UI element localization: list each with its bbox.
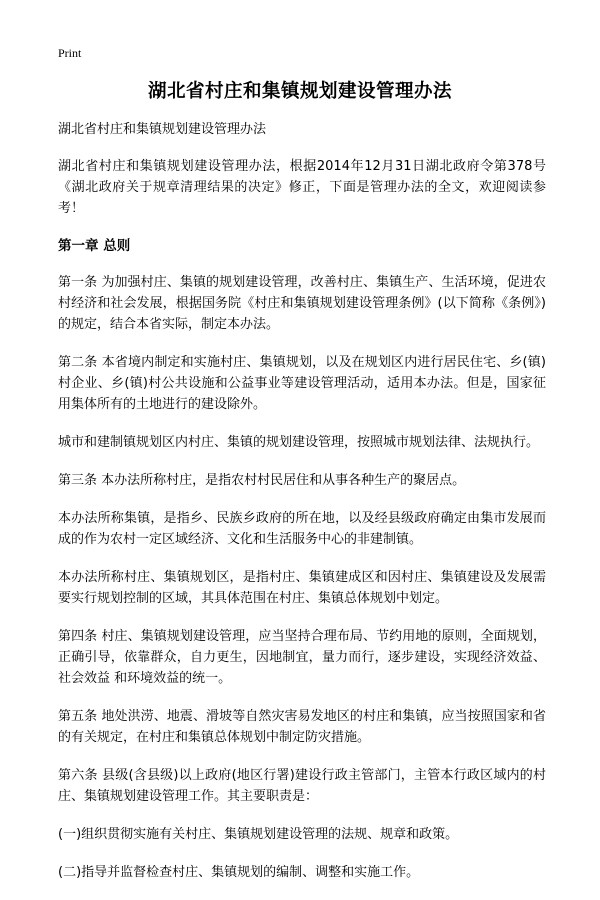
print-link[interactable]: Print [58, 46, 82, 60]
duty-item-2: (二)指导并监督检查村庄、集镇规划的编制、调整和实施工作。 [58, 865, 420, 880]
intro-paragraph: 湖北省村庄和集镇规划建设管理办法，根据2014年12月31日湖北政府令第378号《湖北政府关于规章清理结果的决定》修正，下面是管理办法的全文，欢迎阅读参考！ [58, 159, 546, 216]
document-subtitle: 湖北省村庄和集镇规划建设管理办法 [58, 122, 267, 137]
article-2-paragraph: 第二条 本省境内制定和实施村庄、集镇规划，以及在规划区内进行居民住宅、乡(镇)村企业、乡(镇)村公共设施和公益事业等建设管理活动，适用本办法。但是，国家征用集体所有的土地进行的建设除外。 [58, 355, 546, 412]
chapter-heading: 第一章 总则 [58, 238, 131, 254]
market-town-definition-paragraph: 本办法所称集镇，是指乡、民族乡政府的所在地，以及经县级政府确定由集市发展而成的作为农村一定区域经济、文化和生活服务中心的非建制镇。 [58, 511, 546, 547]
duty-item-1: (一)组织贯彻实施有关村庄、集镇规划建设管理的法规、规章和政策。 [58, 827, 459, 842]
article-1-paragraph: 第一条 为加强村庄、集镇的规划建设管理，改善村庄、集镇生产、生活环境，促进农村经济和社会发展，根据国务院《村庄和集镇规划建设管理条例》(以下简称《条例》)的规定，结合本省实际，制定本办法。 [58, 275, 546, 332]
article-5-paragraph: 第五条 地处洪涝、地震、滑坡等自然灾害易发地区的村庄和集镇，应当按照国家和省的有关规定，在村庄和集镇总体规划中制定防灾措施。 [58, 709, 546, 745]
document-body [58, 119, 546, 900]
document-title: 湖北省村庄和集镇规划建设管理办法 [147, 81, 452, 102]
article-6-paragraph: 第六条 县级(含县级)以上政府(地区行署)建设行政主管部门，主管本行政区域内的村庄、集镇规划建设管理工作。其主要职责是： [58, 768, 546, 804]
article-3-paragraph: 第三条 本办法所称村庄，是指农村村民居住和从事各种生产的聚居点。 [58, 473, 466, 488]
article-4-paragraph: 第四条 村庄、集镇规划建设管理，应当坚持合理布局、节约用地的原则，全面规划，正确引导，依靠群众，自力更生，因地制宜，量力而行，逐步建设，实现经济效益、社会效益 和环境效益的统一。 [58, 629, 546, 686]
planning-area-definition-paragraph: 本办法所称村庄、集镇规划区，是指村庄、集镇建成区和因村庄、集镇建设及发展需要实行规划控制的区域，其具体范围在村庄、集镇总体规划中划定。 [58, 570, 546, 606]
article-2-city-paragraph: 城市和建制镇规划区内村庄、集镇的规划建设管理，按照城市规划法律、法规执行。 [58, 435, 540, 450]
